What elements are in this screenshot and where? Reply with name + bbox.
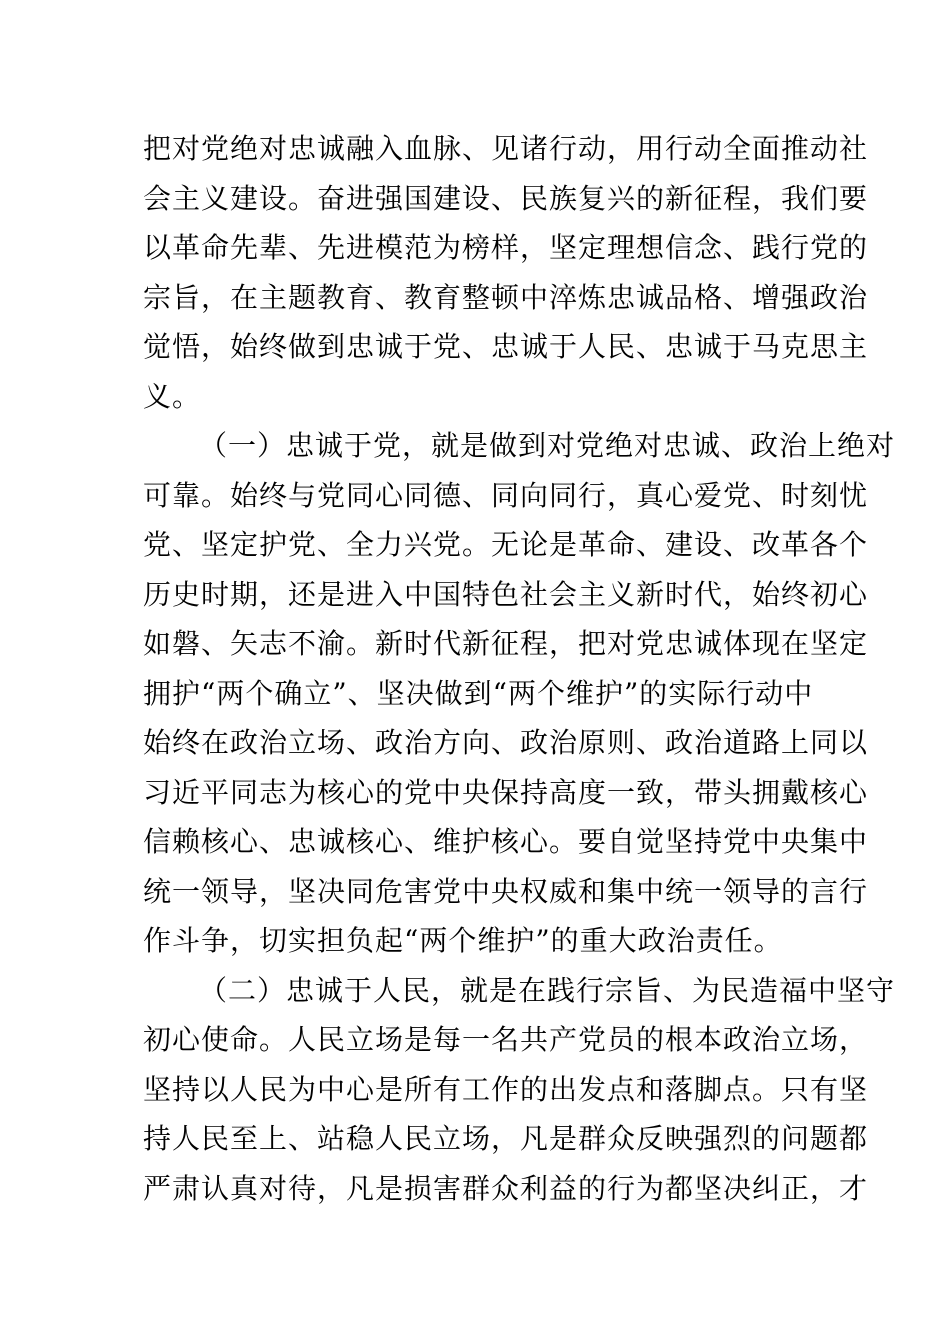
text-line: 可靠。始终与党同心同德、同向同行，真心爱党、时刻忧 [143, 478, 869, 512]
text-line: 习近平同志为核心的党中央保持高度一致，带头拥戴核心 [143, 775, 869, 809]
text-line: 把对党绝对忠诚融入血脉、见诸行动，用行动全面推动社 [143, 132, 869, 165]
paragraph-1 [143, 124, 869, 421]
paragraph-2 [143, 421, 896, 966]
text-line: 义。 [143, 379, 202, 413]
text-line: 统一领导，坚决同危害党中央权威和集中统一领导的言行 [143, 874, 869, 908]
text-line: （二）忠诚于人民，就是在践行宗旨、为民造福中坚守 [199, 973, 896, 1007]
text-line: 坚持以人民为中心是所有工作的出发点和落脚点。只有坚 [143, 1072, 869, 1106]
text-line: 历史时期，还是进入中国特色社会主义新时代，始终初心 [143, 577, 869, 611]
text-line: 宗旨，在主题教育、教育整顿中淬炼忠诚品格、增强政治 [143, 280, 869, 314]
text-line: 觉悟，始终做到忠诚于党、忠诚于人民、忠诚于马克思主 [143, 330, 869, 363]
document-body [143, 124, 896, 1213]
text-line: 严肃认真对待，凡是损害群众利益的行为都坚决纠正，才 [143, 1171, 869, 1205]
text-line: 拥护“两个确立”、坚决做到“两个维护”的实际行动中 [143, 676, 814, 710]
paragraph-3 [143, 966, 896, 1214]
text-line: 信赖核心、忠诚核心、维护核心。要自觉坚持党中央集中 [143, 825, 869, 858]
text-line: 作斗争，切实担负起“两个维护”的重大政治责任。 [143, 924, 783, 957]
text-line: 以革命先辈、先进模范为榜样，坚定理想信念、践行党的 [143, 231, 869, 264]
text-line: 持人民至上、站稳人民立场，凡是群众反映强烈的问题都 [143, 1122, 869, 1155]
text-line: 如磐、矢志不渝。新时代新征程，把对党忠诚体现在坚定 [143, 627, 869, 660]
text-line: （一）忠诚于党，就是做到对党绝对忠诚、政治上绝对 [199, 429, 896, 462]
text-line: 初心使命。人民立场是每一名共产党员的根本政治立场， [143, 1023, 869, 1056]
text-line: 始终在政治立场、政治方向、政治原则、政治道路上同以 [143, 726, 869, 759]
text-line: 党、坚定护党、全力兴党。无论是革命、建设、改革各个 [143, 528, 869, 561]
text-line: 会主义建设。奋进强国建设、民族复兴的新征程，我们要 [143, 181, 869, 215]
